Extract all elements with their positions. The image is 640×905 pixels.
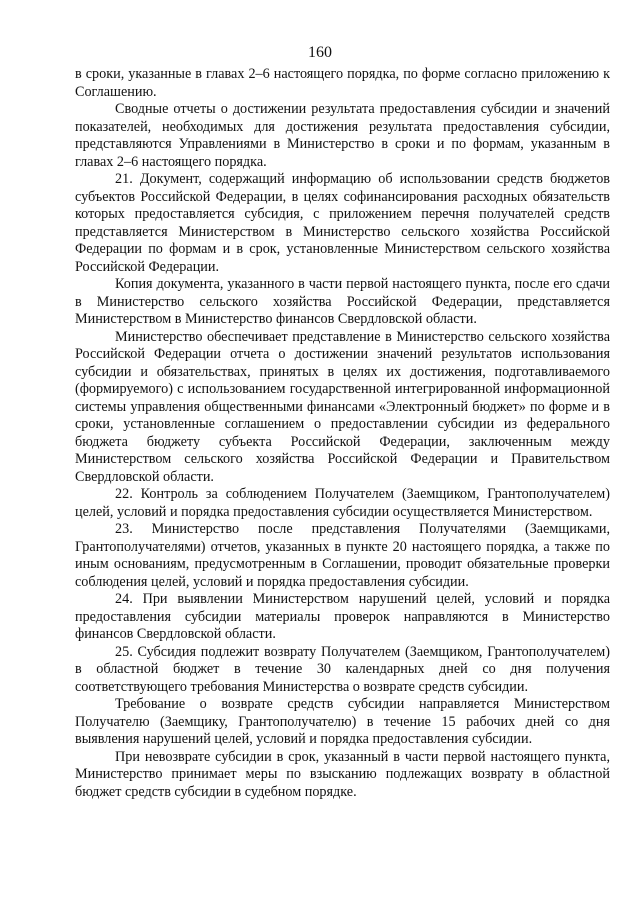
paragraph-item-25: 25. Субсидия подлежит возврату Получателем (Заемщиком, Грантополучателем) в областной бюджет в течение 30 календарных дней со дня получения соответствующего требования Министерства о возврате средств субсидии. xyxy=(75,643,610,695)
paragraph: Требование о возврате средств субсидии направляется Министерством Получателю (Заемщику, Грантополучателю) в течение 15 рабочих дней со дня выявления нарушений целей, условий и порядка предоставления субсидии. xyxy=(75,696,610,747)
paragraph: Сводные отчеты о достижении результата предоставления субсидии и значений показателей, необходимых для достижения результата предоставления субсидии, представляются Управлениями в Министерство в сроки и по формам, указанным в главах 2–6 настоящего порядка. xyxy=(75,101,610,170)
paragraph-item-21: 21. Документ, содержащий информацию об использовании средств бюджетов субъектов Российской Федерации, в целях софинансирования расходных обязательств которых предоставляется субсидия, с приложением перечня получателей средств представляется Министерством в Министерство сельского хозяйства Российской Федерации по формам и в срок, установленные Министерством сельского хозяйства Российской Федерации. xyxy=(75,171,610,275)
document-body xyxy=(75,66,610,801)
paragraph-item-23: 23. Министерство после представления Получателями (Заемщиками, Грантополучателями) отчетов, указанных в пункте 20 настоящего порядка, а также по иным основаниям, предусмотренным в Соглашении, проводит обязательные проверки соблюдения целей, условий и порядка предоставления субсидии. xyxy=(75,521,610,590)
paragraph: Копия документа, указанного в части первой настоящего пункта, после его сдачи в Министерство сельского хозяйства Российской Федерации, представляется Министерством в Министерство финансов Свердловской области. xyxy=(75,276,610,327)
paragraph-item-24: 24. При выявлении Министерством нарушений целей, условий и порядка предоставления субсидии материалы проверок направляются в Министерство финансов Свердловской области. xyxy=(75,591,610,642)
paragraph: При невозврате субсидии в срок, указанный в части первой настоящего пункта, Министерство принимает меры по взысканию подлежащих возврату в областной бюджет средств субсидии в судебном порядке. xyxy=(75,748,610,800)
paragraph-item-22: 22. Контроль за соблюдением Получателем (Заемщиком, Грантополучателем) целей, условий и порядка предоставления субсидии осуществляется Министерством. xyxy=(75,486,610,520)
paragraph: в сроки, указанные в главах 2–6 настоящего порядка, по форме согласно приложению к Соглашению. xyxy=(75,66,610,100)
page-number: 160 xyxy=(308,44,332,61)
paragraph: Министерство обеспечивает представление в Министерство сельского хозяйства Российской Федерации отчета о достижении значений результатов использования субсидии и обязательствах, принятых в целях их достижения, подготавливаемого (формируемого) с использованием государственной интегрированной информационной системы управления общественными финансами «Электронный бюджет» по форме и в сроки, установленные соглашением о предоставлении субсидии из федерального бюджета бюджету субъекта Российской Федерации, заключенным между Министерством сельского хозяйства Российской Федерации и Правительством Свердловской области. xyxy=(75,328,610,485)
